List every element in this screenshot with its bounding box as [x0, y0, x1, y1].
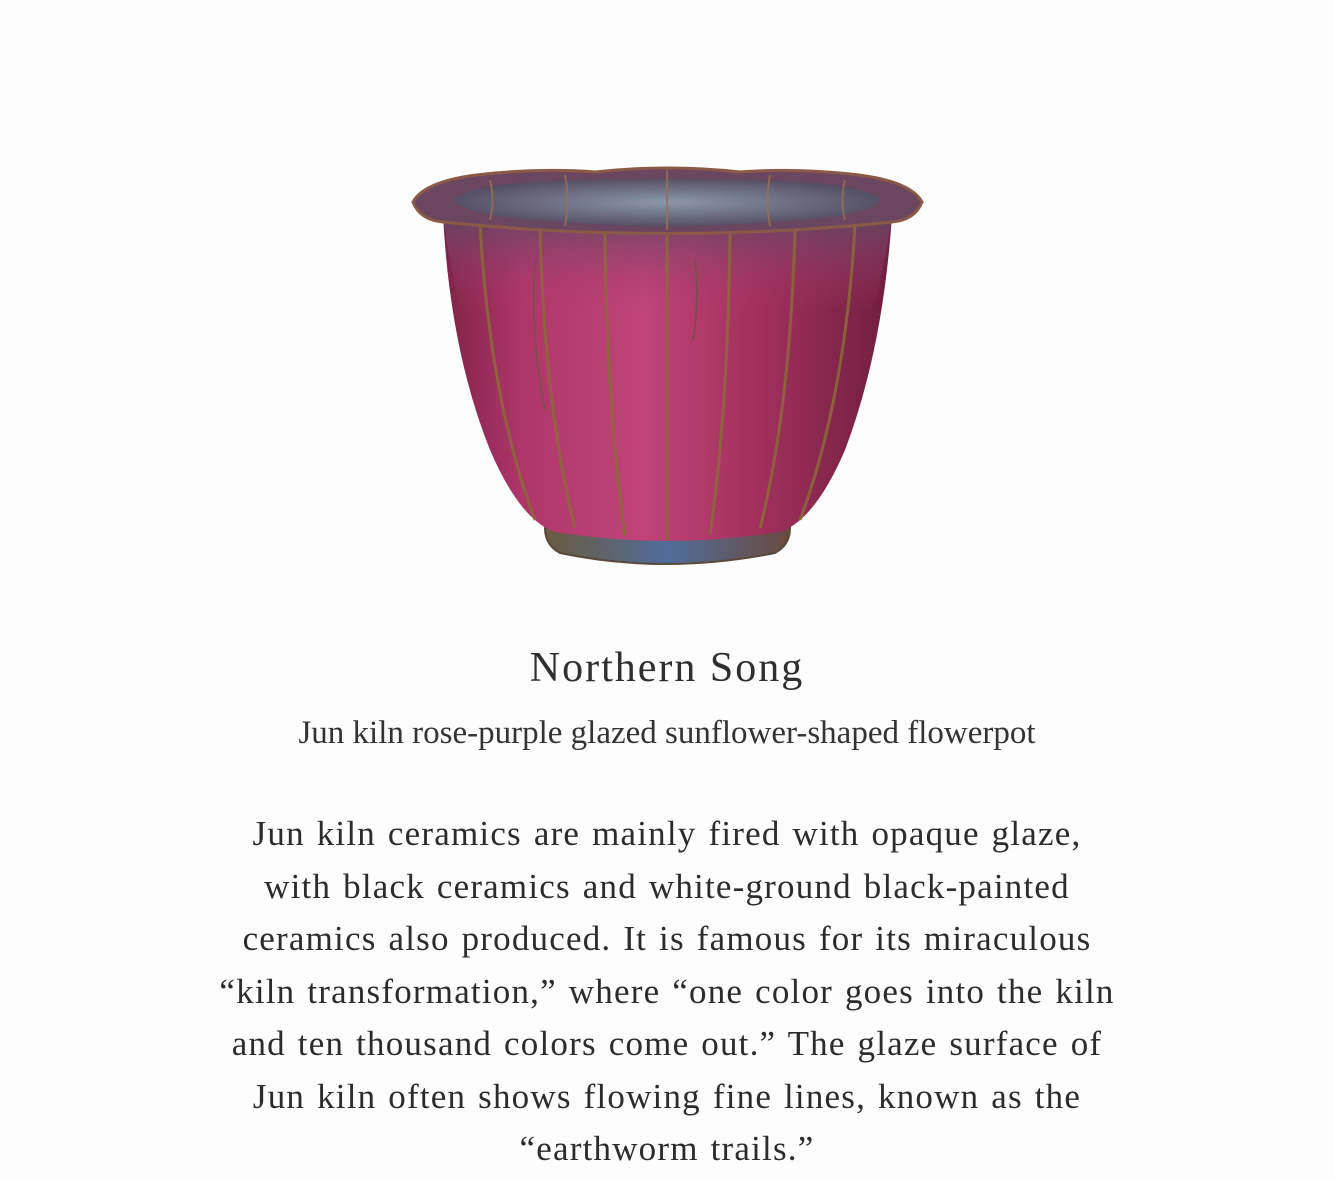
description-paragraph [90, 808, 1244, 1176]
description-line: with black ceramics and white-ground black-painted [264, 866, 1070, 906]
description-line: ceramics also produced. It is famous for its miraculous [242, 919, 1092, 958]
description-line: Jun kiln ceramics are mainly fired with opaque glaze, [252, 814, 1082, 853]
flowerpot-image [395, 150, 940, 580]
object-name: Jun kiln rose-purple glazed sunflower-shaped flowerpot [298, 715, 1036, 751]
description-line: “earthworm trails.” [519, 1129, 815, 1168]
description-line: Jun kiln often shows flowing fine lines, known as the [252, 1076, 1082, 1116]
rose-purple-flowerpot-icon [395, 150, 940, 580]
description-line: “kiln transformation,” where “one color goes into the kiln [219, 971, 1115, 1011]
era-title: Northern Song [529, 645, 805, 691]
description-line: and ten thousand colors come out.” The glaze surface of [231, 1024, 1103, 1063]
